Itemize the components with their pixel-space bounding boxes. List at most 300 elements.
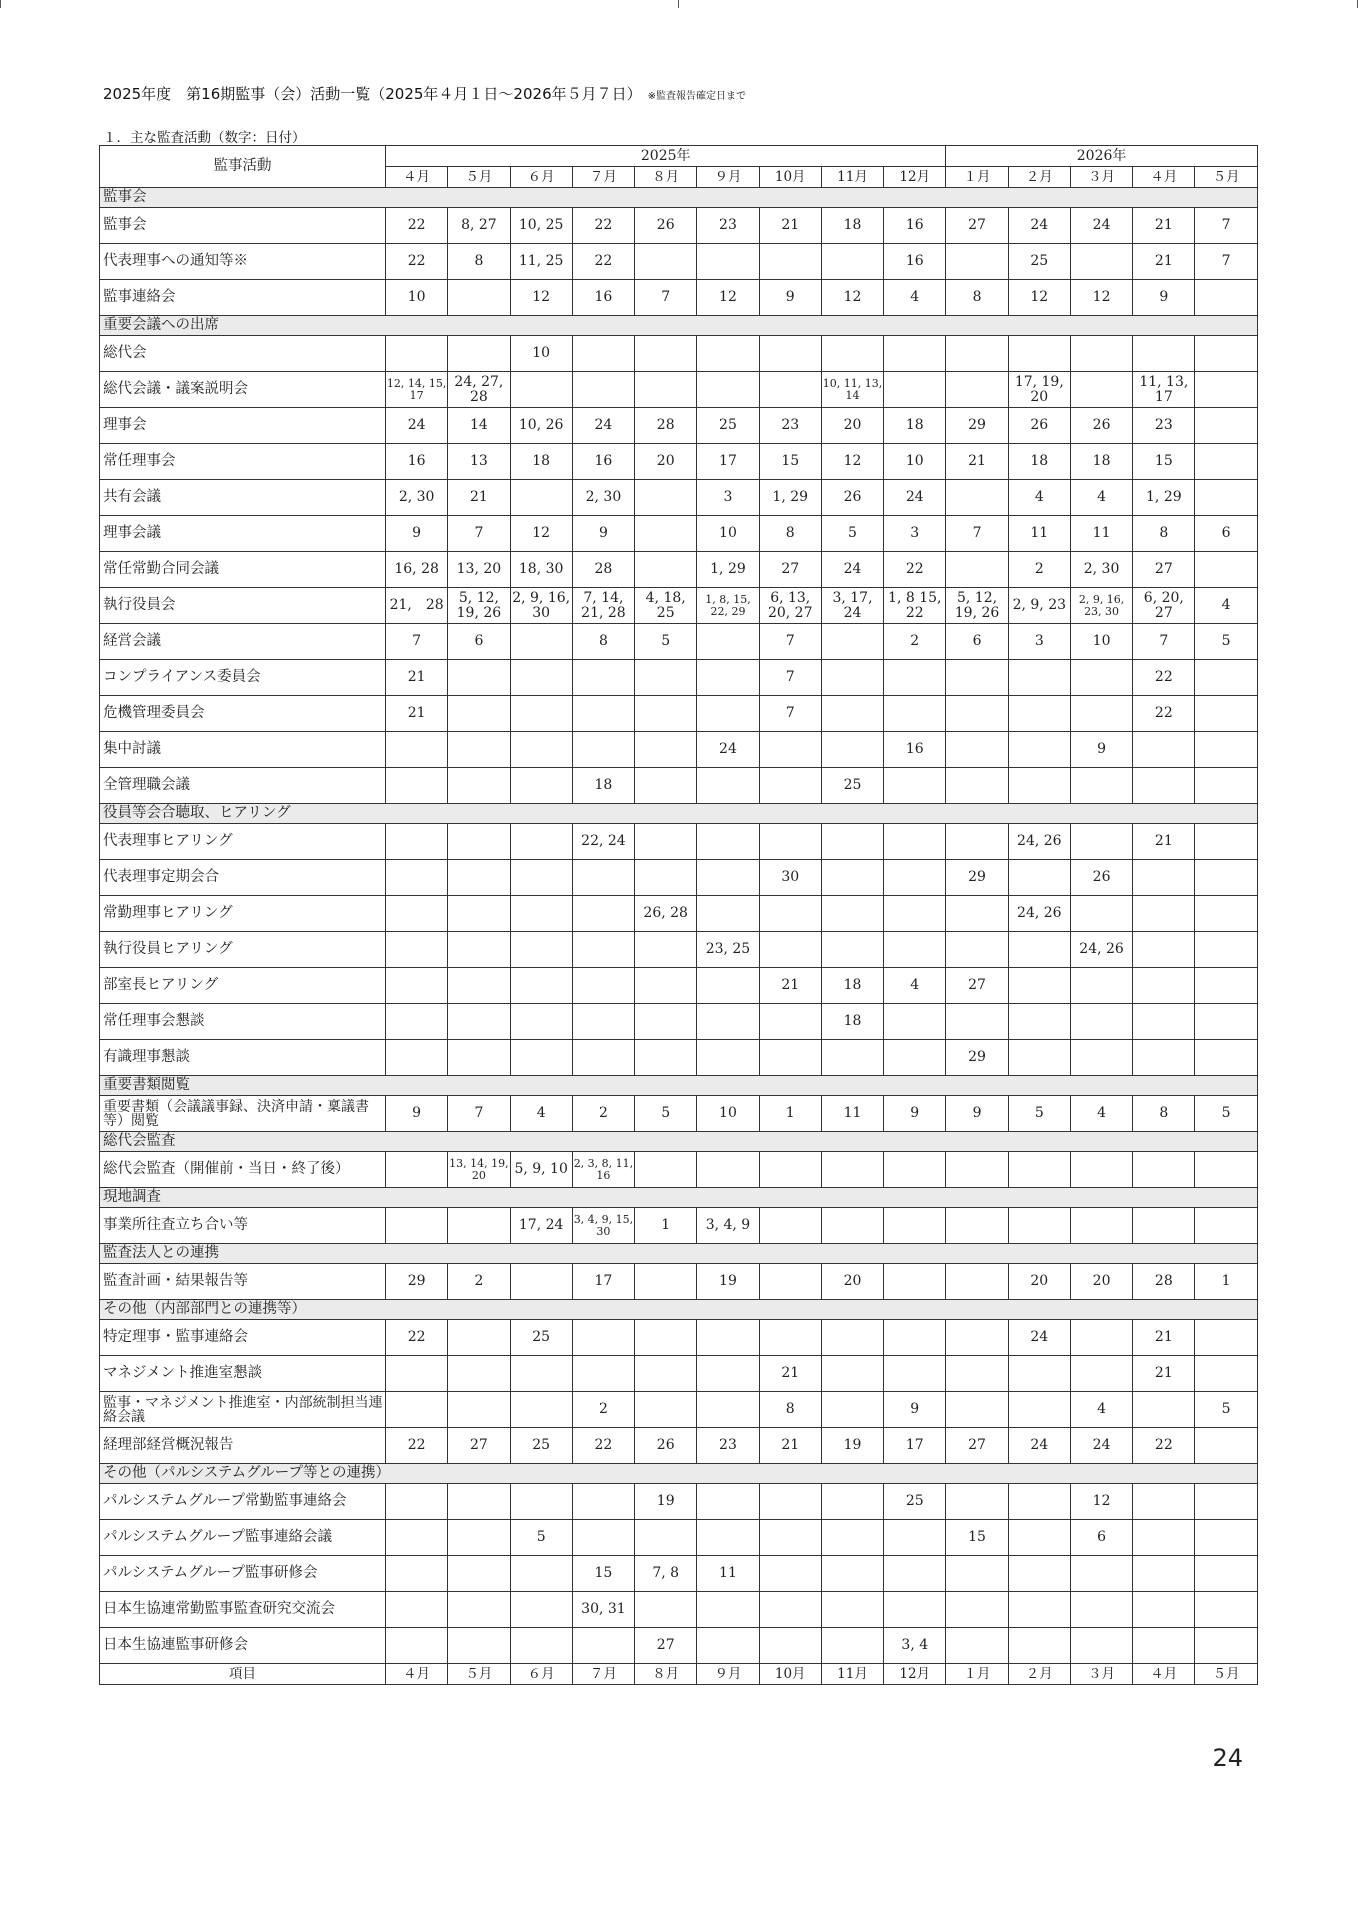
date-cell [386, 1208, 448, 1244]
month-header: ７月 [572, 167, 634, 188]
date-cell: 2, 30 [572, 480, 634, 516]
date-cell: 5 [1195, 1096, 1257, 1132]
date-cell [759, 1520, 821, 1556]
date-cell: 1, 29 [759, 480, 821, 516]
date-cell [1195, 660, 1257, 696]
date-cell [697, 768, 759, 804]
date-cell: 5 [635, 1096, 697, 1132]
date-cell [1008, 660, 1070, 696]
date-cell: 16 [572, 444, 634, 480]
date-cell [448, 1628, 510, 1664]
date-cell [1133, 968, 1195, 1004]
activity-label: 有識理事懇談 [100, 1040, 386, 1076]
date-cell: 15 [759, 444, 821, 480]
date-cell [1070, 696, 1132, 732]
date-cell [635, 932, 697, 968]
date-cell [635, 1264, 697, 1300]
activity-row [100, 280, 1258, 316]
date-cell: 27 [946, 208, 1008, 244]
date-cell [759, 1152, 821, 1188]
activity-row [100, 1392, 1258, 1428]
date-cell: 2, 30 [386, 480, 448, 516]
date-cell [386, 1004, 448, 1040]
date-cell [821, 824, 883, 860]
date-cell [1133, 768, 1195, 804]
date-cell [386, 336, 448, 372]
date-cell [1133, 1152, 1195, 1188]
date-cell [1195, 768, 1257, 804]
date-cell [821, 1320, 883, 1356]
date-cell [1070, 1004, 1132, 1040]
date-cell [946, 824, 1008, 860]
date-cell: 19 [697, 1264, 759, 1300]
date-cell: 12 [1070, 1484, 1132, 1520]
date-cell [635, 552, 697, 588]
date-cell [821, 1152, 883, 1188]
date-cell: 10, 11, 13, 14 [821, 372, 883, 408]
activity-row [100, 1264, 1258, 1300]
date-cell [635, 1320, 697, 1356]
date-cell [448, 932, 510, 968]
date-cell: 21 [759, 1356, 821, 1392]
date-cell: 18 [510, 444, 572, 480]
date-cell [1070, 824, 1132, 860]
date-cell [1195, 1628, 1257, 1664]
date-cell [821, 1592, 883, 1628]
date-cell [1133, 1208, 1195, 1244]
activity-row [100, 588, 1258, 624]
activity-table [99, 145, 1258, 1685]
date-cell: 21 [386, 660, 448, 696]
date-cell: 24 [1008, 1320, 1070, 1356]
date-cell: 22 [386, 1428, 448, 1464]
date-cell: 10 [697, 1096, 759, 1132]
date-cell: 16, 28 [386, 552, 448, 588]
date-cell: 12 [821, 444, 883, 480]
date-cell [1008, 1556, 1070, 1592]
date-cell [884, 696, 946, 732]
date-cell [510, 732, 572, 768]
date-cell: 13, 14, 19, 20 [448, 1152, 510, 1188]
date-cell [448, 1208, 510, 1244]
date-cell [448, 860, 510, 896]
date-cell [572, 732, 634, 768]
date-cell: 13 [448, 444, 510, 480]
date-cell [697, 1628, 759, 1664]
activity-header: 監事活動 [100, 146, 386, 188]
date-cell [821, 1520, 883, 1556]
date-cell [697, 1356, 759, 1392]
date-cell: 24 [386, 408, 448, 444]
date-cell: 21, 28 [386, 588, 448, 624]
activity-row [100, 1356, 1258, 1392]
date-cell: 27 [946, 1428, 1008, 1464]
date-cell: 21 [759, 208, 821, 244]
date-cell: 24 [1008, 208, 1070, 244]
date-cell [1195, 372, 1257, 408]
date-cell [510, 1484, 572, 1520]
activity-row [100, 1004, 1258, 1040]
date-cell [821, 1040, 883, 1076]
date-cell: 27 [1133, 552, 1195, 588]
date-cell: 25 [1008, 244, 1070, 280]
footer-month: ２月 [1008, 1664, 1070, 1685]
date-cell [884, 896, 946, 932]
footer-month: ５月 [1195, 1664, 1257, 1685]
date-cell [697, 824, 759, 860]
date-cell: 2, 9, 16, 30 [510, 588, 572, 624]
activity-label: パルシステムグループ常勤監事連絡会 [100, 1484, 386, 1520]
footer-month: ６月 [510, 1664, 572, 1685]
date-cell [1008, 860, 1070, 896]
date-cell [1070, 1040, 1132, 1076]
date-cell: 17, 19, 20 [1008, 372, 1070, 408]
date-cell: 5 [1008, 1096, 1070, 1132]
date-cell [1133, 1520, 1195, 1556]
date-cell [946, 1004, 1008, 1040]
category-row [100, 1076, 1258, 1096]
date-cell [635, 696, 697, 732]
date-cell [1195, 408, 1257, 444]
activity-label: 経理部経営概況報告 [100, 1428, 386, 1464]
activity-row [100, 1628, 1258, 1664]
date-cell [884, 1264, 946, 1300]
date-cell [1008, 1592, 1070, 1628]
date-cell [386, 1628, 448, 1664]
date-cell [697, 1520, 759, 1556]
date-cell: 4 [1070, 1096, 1132, 1132]
date-cell [759, 1556, 821, 1592]
date-cell: 15 [1133, 444, 1195, 480]
date-cell [1195, 1592, 1257, 1628]
activity-row [100, 1208, 1258, 1244]
date-cell: 21 [1133, 1356, 1195, 1392]
category-row [100, 316, 1258, 336]
date-cell [448, 660, 510, 696]
date-cell [697, 896, 759, 932]
activity-row [100, 1152, 1258, 1188]
activity-row [100, 516, 1258, 552]
date-cell: 28 [1133, 1264, 1195, 1300]
date-cell: 9 [759, 280, 821, 316]
date-cell: 24 [1008, 1428, 1070, 1464]
date-cell [635, 480, 697, 516]
date-cell: 25 [510, 1428, 572, 1464]
date-cell [946, 696, 1008, 732]
date-cell [759, 1484, 821, 1520]
date-cell: 19 [821, 1428, 883, 1464]
footer-month: 11月 [821, 1664, 883, 1685]
date-cell: 21 [1133, 244, 1195, 280]
date-cell [1008, 1392, 1070, 1428]
date-cell [697, 1592, 759, 1628]
date-cell [1070, 1592, 1132, 1628]
date-cell [448, 1392, 510, 1428]
date-cell [821, 1484, 883, 1520]
date-cell: 2, 3, 8, 11, 16 [572, 1152, 634, 1188]
date-cell: 23, 25 [697, 932, 759, 968]
date-cell [1133, 336, 1195, 372]
activity-row [100, 1428, 1258, 1464]
date-cell: 18 [821, 208, 883, 244]
date-cell [635, 1040, 697, 1076]
date-cell [1008, 336, 1070, 372]
activity-row [100, 624, 1258, 660]
date-cell: 9 [946, 1096, 1008, 1132]
category-row [100, 804, 1258, 824]
date-cell: 9 [884, 1096, 946, 1132]
crop-mark [678, 0, 679, 8]
date-cell [448, 1484, 510, 1520]
date-cell [1008, 1356, 1070, 1392]
month-header: ８月 [635, 167, 697, 188]
date-cell [1070, 1152, 1132, 1188]
date-cell [448, 336, 510, 372]
date-cell [635, 1152, 697, 1188]
date-cell: 11 [697, 1556, 759, 1592]
activity-label: 監事・マネジメント推進室・内部統制担当連絡会議 [100, 1392, 386, 1428]
date-cell: 1 [759, 1096, 821, 1132]
date-cell: 18 [821, 1004, 883, 1040]
date-cell [1133, 1004, 1195, 1040]
date-cell: 25 [697, 408, 759, 444]
date-cell [510, 1592, 572, 1628]
date-cell [386, 824, 448, 860]
date-cell [510, 1004, 572, 1040]
date-cell [1195, 968, 1257, 1004]
title-text: 2025年度 第16期監事（会）活動一覧（2025年４月１日～2026年５月７日） [103, 85, 642, 103]
date-cell: 24 [821, 552, 883, 588]
month-header: ６月 [510, 167, 572, 188]
date-cell [1133, 1484, 1195, 1520]
date-cell: 22 [386, 244, 448, 280]
footer-label: 項目 [100, 1664, 386, 1685]
date-cell: 22 [1133, 660, 1195, 696]
activity-row [100, 1520, 1258, 1556]
date-cell [448, 968, 510, 1004]
date-cell [635, 1520, 697, 1556]
date-cell [1133, 860, 1195, 896]
date-cell [884, 1556, 946, 1592]
date-cell [697, 1152, 759, 1188]
date-cell: 28 [572, 552, 634, 588]
date-cell: 26 [1008, 408, 1070, 444]
date-cell [1195, 1484, 1257, 1520]
date-cell [1195, 480, 1257, 516]
date-cell: 7, 8 [635, 1556, 697, 1592]
date-cell [884, 1592, 946, 1628]
date-cell [386, 860, 448, 896]
date-cell: 26 [1070, 408, 1132, 444]
date-cell [821, 1556, 883, 1592]
date-cell: 8, 27 [448, 208, 510, 244]
date-cell: 4 [884, 968, 946, 1004]
title-note: ※監査報告確定日まで [647, 91, 747, 102]
date-cell [572, 1520, 634, 1556]
date-cell [635, 336, 697, 372]
date-cell [635, 824, 697, 860]
date-cell: 8 [759, 1392, 821, 1428]
date-cell [697, 860, 759, 896]
date-cell: 5 [510, 1520, 572, 1556]
date-cell [572, 968, 634, 1004]
date-cell [386, 1040, 448, 1076]
date-cell [946, 660, 1008, 696]
month-header: ５月 [448, 167, 510, 188]
activity-label: パルシステムグループ監事連絡会議 [100, 1520, 386, 1556]
date-cell [510, 824, 572, 860]
date-cell: 2 [448, 1264, 510, 1300]
activity-label: コンプライアンス委員会 [100, 660, 386, 696]
date-cell [1195, 1208, 1257, 1244]
date-cell: 29 [946, 860, 1008, 896]
date-cell [821, 1356, 883, 1392]
date-cell [946, 480, 1008, 516]
date-cell [1008, 696, 1070, 732]
date-cell [1008, 932, 1070, 968]
date-cell [946, 1592, 1008, 1628]
date-cell: 24 [884, 480, 946, 516]
date-cell: 1 [1195, 1264, 1257, 1300]
date-cell [1070, 1556, 1132, 1592]
date-cell: 7 [1195, 244, 1257, 280]
activity-label: 部室長ヒアリング [100, 968, 386, 1004]
date-cell: 3, 4, 9 [697, 1208, 759, 1244]
date-cell [946, 1264, 1008, 1300]
date-cell [697, 1392, 759, 1428]
date-cell [1195, 552, 1257, 588]
date-cell [572, 932, 634, 968]
date-cell [572, 1320, 634, 1356]
date-cell [697, 968, 759, 1004]
date-cell [1195, 1428, 1257, 1464]
date-cell: 22 [386, 208, 448, 244]
date-cell [946, 1152, 1008, 1188]
activity-label: 総代会議・議案説明会 [100, 372, 386, 408]
date-cell: 26 [1070, 860, 1132, 896]
date-cell [572, 660, 634, 696]
date-cell [572, 372, 634, 408]
date-cell: 21 [1133, 208, 1195, 244]
year-header-2025: 2025年 [386, 146, 946, 167]
activity-label: 代表理事への通知等※ [100, 244, 386, 280]
activity-row [100, 732, 1258, 768]
date-cell [1133, 896, 1195, 932]
date-cell [510, 860, 572, 896]
date-cell: 27 [635, 1628, 697, 1664]
date-cell [1070, 336, 1132, 372]
date-cell [572, 336, 634, 372]
date-cell [510, 660, 572, 696]
date-cell [510, 372, 572, 408]
date-cell: 10, 26 [510, 408, 572, 444]
activity-label: 特定理事・監事連絡会 [100, 1320, 386, 1356]
date-cell: 18, 30 [510, 552, 572, 588]
date-cell [1195, 1556, 1257, 1592]
date-cell [884, 824, 946, 860]
date-cell: 27 [759, 552, 821, 588]
date-cell: 2, 9, 23 [1008, 588, 1070, 624]
date-cell [448, 824, 510, 860]
date-cell: 24 [1070, 208, 1132, 244]
footer-month: 10月 [759, 1664, 821, 1685]
activity-label: 共有会議 [100, 480, 386, 516]
date-cell: 1, 8 15, 22 [884, 588, 946, 624]
month-header: １月 [946, 167, 1008, 188]
date-cell: 4 [510, 1096, 572, 1132]
date-cell [946, 372, 1008, 408]
date-cell [1070, 1320, 1132, 1356]
date-cell: 18 [1070, 444, 1132, 480]
date-cell [1133, 1628, 1195, 1664]
date-cell: 1, 29 [697, 552, 759, 588]
date-cell [821, 932, 883, 968]
date-cell [1008, 732, 1070, 768]
activity-label: 総代会 [100, 336, 386, 372]
activity-label: 総代会監査（開催前・当日・終了後） [100, 1152, 386, 1188]
date-cell: 10 [697, 516, 759, 552]
date-cell [572, 696, 634, 732]
category-label: 重要書類閲覧 [100, 1076, 1258, 1096]
date-cell: 10 [386, 280, 448, 316]
date-cell [510, 1556, 572, 1592]
date-cell: 12 [510, 516, 572, 552]
date-cell: 4 [1070, 480, 1132, 516]
date-cell [510, 480, 572, 516]
activity-row [100, 372, 1258, 408]
date-cell [448, 280, 510, 316]
date-cell [697, 1040, 759, 1076]
activity-row [100, 480, 1258, 516]
date-cell: 24, 26 [1008, 896, 1070, 932]
date-cell [884, 768, 946, 804]
date-cell: 7 [635, 280, 697, 316]
activity-label: 執行役員会 [100, 588, 386, 624]
date-cell: 6 [1070, 1520, 1132, 1556]
date-cell [697, 660, 759, 696]
date-cell: 11 [821, 1096, 883, 1132]
date-cell [1008, 1520, 1070, 1556]
date-cell [635, 372, 697, 408]
activity-row [100, 408, 1258, 444]
date-cell: 20 [821, 408, 883, 444]
date-cell [386, 1356, 448, 1392]
table-body [100, 188, 1258, 1664]
date-cell: 22 [572, 244, 634, 280]
category-label: 総代会監査 [100, 1132, 1258, 1152]
date-cell: 8 [572, 624, 634, 660]
date-cell [1195, 896, 1257, 932]
category-label: 監査法人との連携 [100, 1244, 1258, 1264]
date-cell: 21 [448, 480, 510, 516]
date-cell [759, 1264, 821, 1300]
date-cell [1133, 1556, 1195, 1592]
date-cell: 20 [635, 444, 697, 480]
date-cell: 9 [884, 1392, 946, 1428]
date-cell [448, 768, 510, 804]
date-cell: 4 [1008, 480, 1070, 516]
date-cell [1133, 1592, 1195, 1628]
date-cell: 29 [386, 1264, 448, 1300]
date-cell: 2, 9, 16, 23, 30 [1070, 588, 1132, 624]
date-cell: 24 [572, 408, 634, 444]
date-cell [1070, 1208, 1132, 1244]
date-cell [510, 768, 572, 804]
activity-row [100, 208, 1258, 244]
date-cell [1195, 732, 1257, 768]
month-header: ３月 [1070, 167, 1132, 188]
activity-row [100, 660, 1258, 696]
